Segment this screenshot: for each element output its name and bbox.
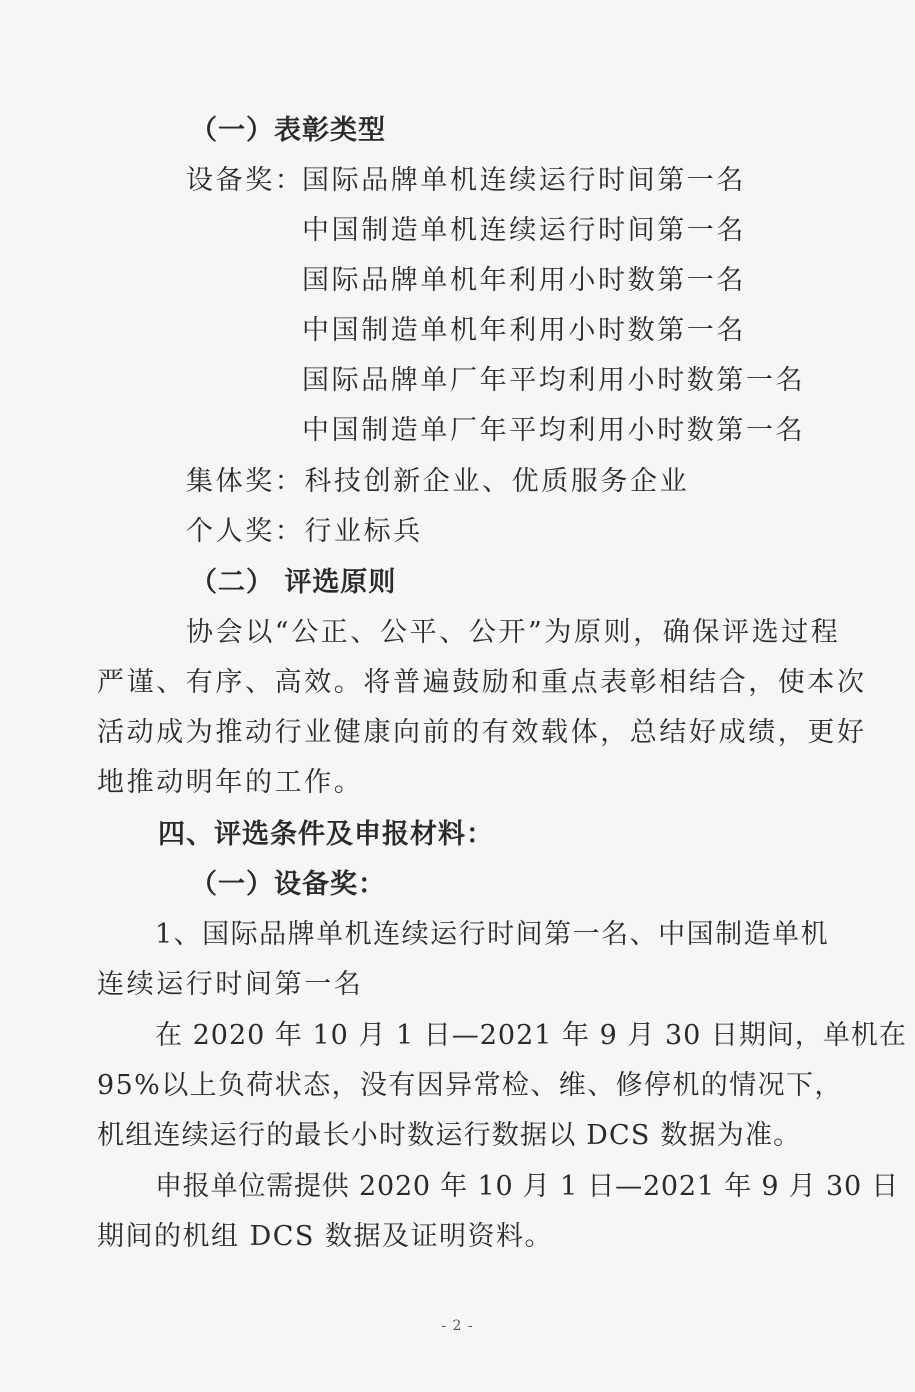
criteria-item-title: 连续运行时间第一名 bbox=[97, 969, 364, 1000]
paragraph-line: 活动成为推动行业健康向前的有效载体，总结好成绩，更好 bbox=[97, 717, 867, 748]
paragraph-line: 申报单位需提供 2020 年 10 月 1 日—2021 年 9 月 30 日 bbox=[155, 1171, 900, 1202]
equipment-award-item: 中国制造单厂年平均利用小时数第一名 bbox=[302, 415, 806, 446]
personal-award-line: 个人奖：行业标兵 bbox=[186, 516, 423, 547]
collective-award-line: 集体奖：科技创新企业、优质服务企业 bbox=[186, 466, 690, 497]
equipment-award-item: 国际品牌单厂年平均利用小时数第一名 bbox=[302, 365, 806, 396]
paragraph-line: 在 2020 年 10 月 1 日—2021 年 9 月 30 日期间，单机在 bbox=[155, 1020, 907, 1051]
equipment-award-item: 中国制造单机年利用小时数第一名 bbox=[302, 315, 746, 346]
equipment-award-item: 国际品牌单机连续运行时间第一名 bbox=[302, 165, 746, 196]
page-number: - 2 - bbox=[441, 1318, 474, 1334]
paragraph-line: 严谨、有序、高效。将普遍鼓励和重点表彰相结合，使本次 bbox=[97, 667, 867, 698]
paragraph-line: 协会以“公正、公平、公开”为原则，确保评选过程 bbox=[186, 617, 841, 648]
section-heading-principles: （二） 评选原则 bbox=[190, 567, 397, 598]
paragraph-line: 地推动明年的工作。 bbox=[97, 767, 364, 798]
paragraph-line: 期间的机组 DCS 数据及证明资料。 bbox=[97, 1221, 553, 1252]
section-heading-equipment-award: （一）设备奖： bbox=[190, 869, 386, 900]
section-heading-criteria: 四、评选条件及申报材料： bbox=[158, 819, 494, 850]
paragraph-line: 95%以上负荷状态，没有因异常检、维、修停机的情况下， bbox=[97, 1070, 843, 1101]
criteria-item-title: 1、国际品牌单机连续运行时间第一名、中国制造单机 bbox=[155, 919, 830, 950]
equipment-award-item: 国际品牌单机年利用小时数第一名 bbox=[302, 265, 746, 296]
paragraph-line: 机组连续运行的最长小时数运行数据以 DCS 数据为准。 bbox=[97, 1120, 802, 1151]
equipment-award-item: 中国制造单机连续运行时间第一名 bbox=[302, 215, 746, 246]
equipment-award-label: 设备奖： bbox=[186, 165, 305, 196]
section-heading-award-types: （一）表彰类型 bbox=[190, 115, 386, 146]
